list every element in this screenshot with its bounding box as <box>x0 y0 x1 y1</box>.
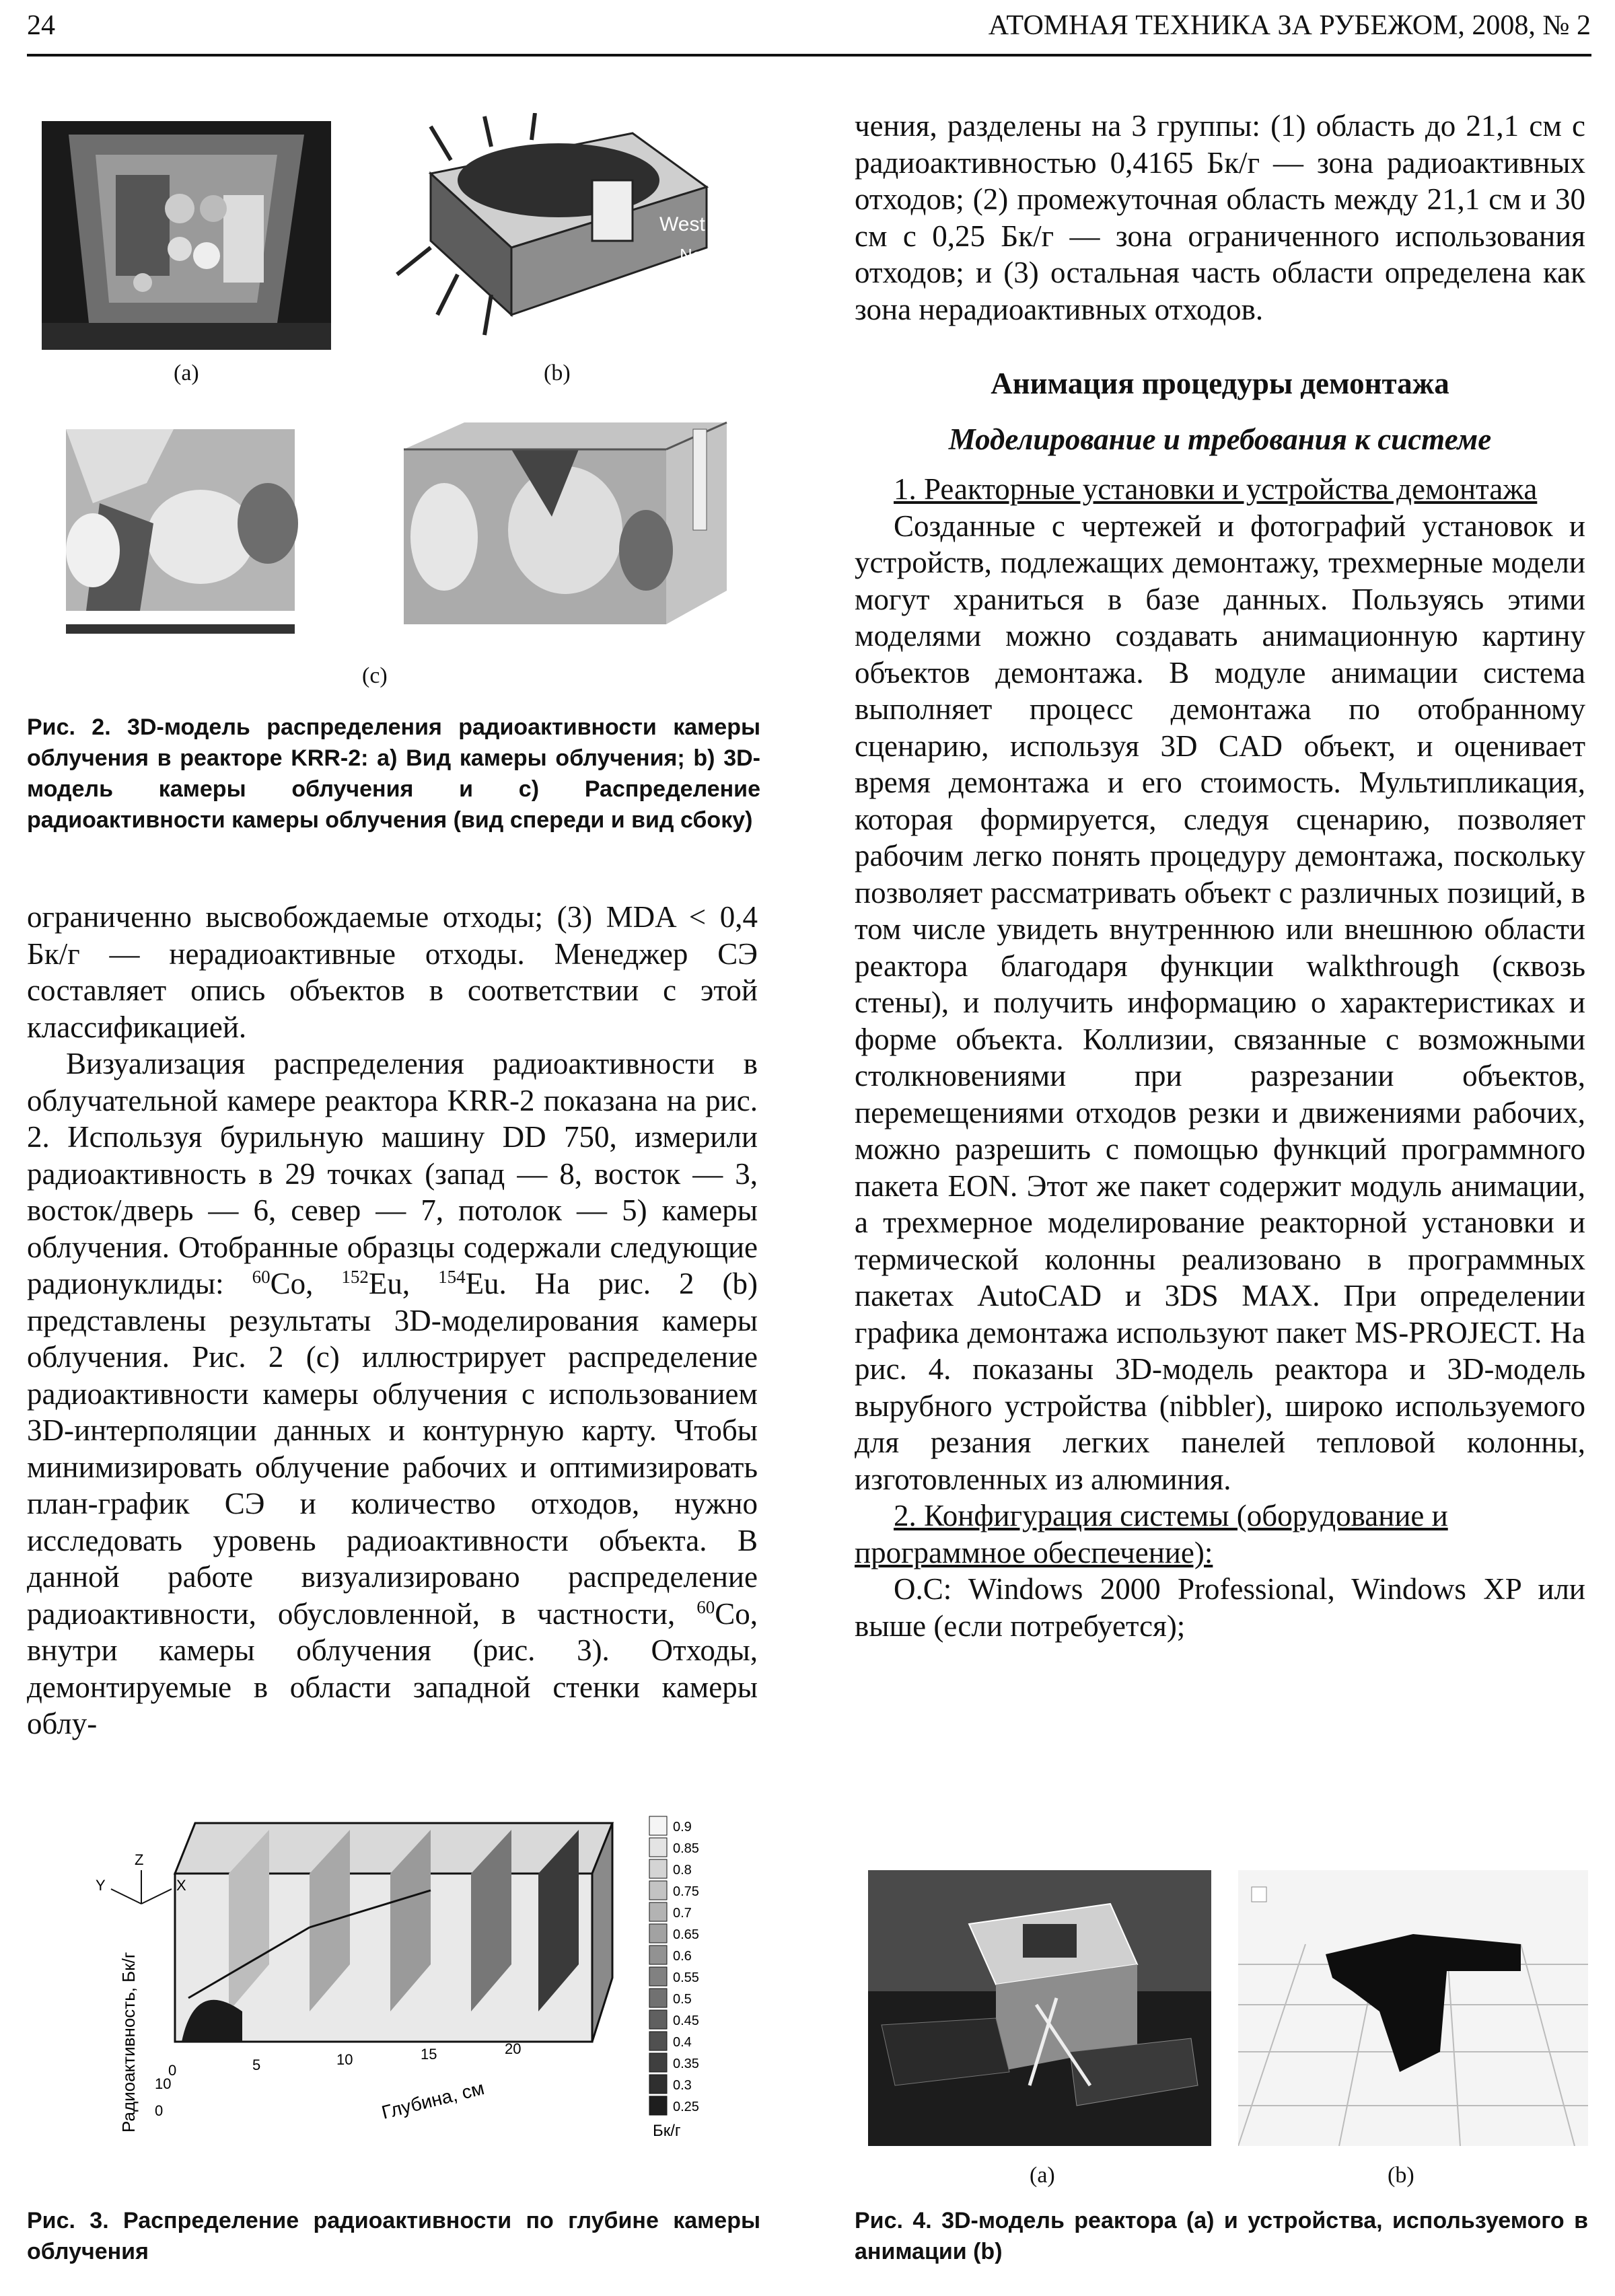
fig4b-label: (b) <box>1388 2163 1414 2188</box>
fig2c-label: (c) <box>362 663 388 688</box>
fig3-legend-unit: Бк/г <box>653 2122 681 2140</box>
fig2b-north-label: North <box>680 245 723 265</box>
fig2b-3d-model <box>390 113 754 348</box>
fig3-axis-y: Y <box>96 1877 106 1894</box>
fig3-legend-swatch <box>649 2053 667 2072</box>
page-number: 24 <box>27 10 55 41</box>
fig2c-front-view <box>46 422 328 644</box>
section-heading: Анимация процедуры демонтажа <box>991 367 1449 400</box>
fig3-legend-swatch <box>649 1838 667 1857</box>
fig3-xlabel: Глубина, см <box>379 2077 487 2123</box>
fig3-legend-swatch <box>649 1989 667 2007</box>
fig3-legend-swatch <box>649 1859 667 1878</box>
figure-3-caption: Рис. 3. Распределение радиоактивности по глубине камеры облучения <box>27 2208 760 2264</box>
fig3-legend-label: 0.7 <box>673 1906 692 1921</box>
fig3-legend-swatch <box>649 1881 667 1900</box>
figure-4-caption: Рис. 4. 3D-модель реактора (а) и устройства, используемого в анимации (b) <box>855 2208 1588 2264</box>
fig3-depth-tick: 0 <box>168 2062 177 2079</box>
fig3-legend-label: 0.35 <box>673 2057 699 2071</box>
fig3-left-tick: 10 <box>155 2075 172 2092</box>
fig3-legend-swatch <box>649 1946 667 1964</box>
fig3-legend-swatch <box>649 2096 667 2115</box>
item-2-heading: 2. Конфигурация системы (оборудование и программное обеспечение): <box>855 1499 1448 1569</box>
right-paragraph-1: чения, разделены на 3 группы: (1) область до 21,1 см с радиоактивностью 0,4165 Бк/г — зона радиоактивных отходов; (2) промежуточная область между 21,1 см и 30 см с 0,25 Бк/г — зона ограниченного использования отходов; и (3) остальная часть области определена как зона нерадиоактивных отходов. <box>855 109 1585 326</box>
subsection-heading: Моделирование и требования к системе <box>948 422 1492 456</box>
fig2b-east-label: East <box>626 279 661 299</box>
fig3-legend-label: 0.4 <box>673 2035 692 2050</box>
fig3-legend-label: 0.65 <box>673 1927 699 1942</box>
fig3-ylabel: Радиоактивность, Бк/г <box>118 1952 139 2133</box>
fig3-legend-swatch <box>649 1924 667 1943</box>
fig2c-side-view <box>390 416 760 644</box>
fig3-legend-swatch <box>649 1967 667 1986</box>
left-paragraph-1: ограниченно высвобождаемые отходы; (3) MDA < 0,4 Бк/г — нерадиоактивные отходы. Менеджер СЭ составляет опись объектов в соответствии с этой классификацией. <box>27 900 758 1044</box>
fig3-depth-tick: 15 <box>421 2046 437 2063</box>
figure-3 <box>27 1810 760 2186</box>
fig3-legend-label: 0.55 <box>673 1970 699 1985</box>
fig3-axis-z: Z <box>135 1851 144 1868</box>
fig3-legend-swatch <box>649 1816 667 1835</box>
figure-2 <box>27 113 767 705</box>
fig3-legend-label: 0.3 <box>673 2078 692 2093</box>
fig3-legend-label: 0.45 <box>673 2013 699 2028</box>
fig3-legend-swatch <box>649 2075 667 2094</box>
fig3-legend-label: 0.5 <box>673 1992 692 2007</box>
fig3-legend-label: 0.75 <box>673 1884 699 1899</box>
fig2b-label: (b) <box>544 361 571 385</box>
right-paragraph-3: O.C: Windows 2000 Professional, Windows XP или выше (если потребуется); <box>855 1572 1585 1643</box>
fig3-legend-label: 0.85 <box>673 1841 699 1856</box>
fig3-legend-swatch <box>649 2032 667 2050</box>
left-column <box>27 899 758 1742</box>
figure-2-caption: Рис. 2. 3D-модель распределения радиоактивности камеры облучения в реакторе KRR-2: а) Вид камеры облучения; b) 3D-модель камеры облучения и с) Распределение радиоактивности камеры облучения (вид спереди и вид сбоку) <box>27 714 760 833</box>
left-paragraph-2: Визуализация распределения радиоактивности в облучательной камере реактора KRR-2 показана на рис. 2. Используя бурильную машину DD 750, измерили радиоактивность в 29 точках (запад — 8, восток — 3, восток/дверь — 6, север — 7, потолок — 5) камеры облучения. Отобранные образцы содержали следующие радионуклиды: $^{60}$Co, $^{152}$Eu, $^{154}$Eu. На рис. 2 (b) представлены результаты 3D-моделирования камеры облучения. Рис. 2 (с) иллюстрирует распределение радиоактивности камеры облучения с использованием 3D-интерполяции данных и контурную карту. Чтобы минимизировать облучение рабочих и оптимизировать план-график СЭ и количество отходов, нужно исследовать уровень радиоактивности объекта. В данной работе визуализировано распределение радиоактивности, обусловленной, в частности, $^{60}$Co, внутри камеры облучения (рис. 3). Отходы, демонтируемые в области западной стенки камеры облу- <box>27 1047 758 1740</box>
fig3-legend-label: 0.25 <box>673 2100 699 2114</box>
item-1-heading: 1. Реакторные установки и устройства демонтажа <box>894 472 1538 506</box>
header-rule <box>27 54 1591 57</box>
fig2a-label: (a) <box>174 361 199 385</box>
journal-title: АТОМНАЯ ТЕХНИКА ЗА РУБЕЖОМ, 2008, № 2 <box>988 10 1591 41</box>
fig4a-reactor-model <box>868 1870 1211 2146</box>
fig3-legend-swatch <box>649 1902 667 1921</box>
fig3-depth-tick: 5 <box>252 2057 261 2073</box>
fig3-legend-label: 0.8 <box>673 1863 692 1878</box>
fig3-axis-x: X <box>176 1877 186 1894</box>
fig2b-west-label: West <box>659 213 705 235</box>
fig2a-photo <box>42 121 331 350</box>
right-paragraph-2: Созданные с чертежей и фотографий установок и устройств, подлежащих демонтажу, трехмерные модели могут храниться в базе данных. Пользуясь этими моделями можно создавать анимационную картину объектов демонтажа. В модуле анимации система выполняет процесс демонтажа по отобранному сценарию, используя 3D CAD объект, и оценивает время демонтажа и его стоимость. Мультипликация, которая формируется, следуя сценарию, позволяет рабочим легко понять процедуру демонтажа, поскольку позволяет рассматривать объект с различных позиций, в том числе увидеть внутреннюю или внешнюю области реактора благодаря функции walkthrough (сквозь стены), и получить информацию о характеристиках и форме объекта. Коллизии, связанные с возможными столкновениями при разрезании объектов, перемещениями отходов резки и движениями рабочих, можно разрешить с помощью функций программного пакета EON. Этот же пакет содержит модуль анимации, а трехмерное моделирование реакторной установки и термической колонны реализовано в программных пакетах AutoCAD и 3DS MAX. При определении графика демонтажа используют пакет MS-PROJECT. На рис. 4. показаны 3D-модель реактора и 3D-модель вырубного устройства (nibbler), широко используемого для резания легких панелей тепловой колонны, изготовленных из алюминия. <box>855 509 1585 1496</box>
right-column <box>855 108 1585 1644</box>
fig4a-label: (a) <box>1030 2163 1055 2188</box>
fig3-depth-tick: 10 <box>336 2051 353 2068</box>
fig3-left-tick: 0 <box>155 2102 164 2119</box>
fig4b-nibbler-model <box>1238 1870 1588 2146</box>
fig3-legend-label: 0.6 <box>673 1949 692 1964</box>
fig3-legend-label: 0.9 <box>673 1820 692 1835</box>
fig3-legend-swatch <box>649 2010 667 2029</box>
fig3-depth-tick: 20 <box>505 2040 522 2057</box>
